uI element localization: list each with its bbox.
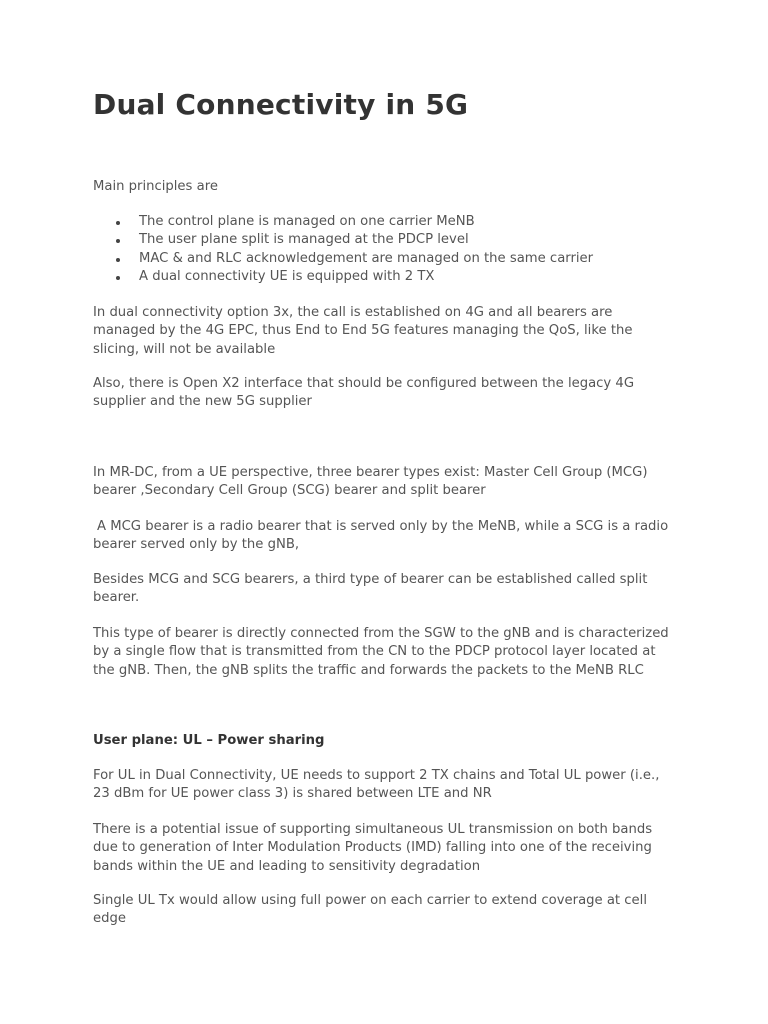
list-item <box>93 250 593 268</box>
bullet-icon <box>116 239 120 243</box>
list-item-text: The control plane is managed on one carrier MeNB <box>139 214 475 229</box>
intro-text: Main principles are <box>93 179 218 194</box>
paragraph: This type of bearer is directly connected from the SGW to the gNB and is characterized by a single flow that is transmitted from the CN to the PDCP protocol layer located at the gNB. Then, the gNB splits the traffic and forwards the packets to the MeNB RLC <box>93 626 669 678</box>
list-item-text: MAC & and RLC acknowledgement are managed on the same carrier <box>139 250 594 266</box>
list-item-text: The user plane split is managed at the PDCP level <box>139 232 469 248</box>
paragraph: A MCG bearer is a radio bearer that is served only by the MeNB, while a SCG is a radio bearer served only by the gNB, <box>93 519 669 553</box>
bullet-icon <box>116 258 120 262</box>
paragraph: Besides MCG and SCG bearers, a third type of bearer can be established called split bearer. <box>93 572 648 606</box>
list-item <box>93 268 593 286</box>
paragraph: Single UL Tx would allow using full power on each carrier to extend coverage at cell edge <box>93 893 647 927</box>
principles-list <box>93 213 593 286</box>
paragraph: In dual connectivity option 3x, the call is established on 4G and all bearers are managed by the 4G EPC, thus End to End 5G features managing the QoS, like the slicing, will not be available <box>93 305 633 357</box>
bullet-icon <box>116 276 120 280</box>
bullet-icon <box>116 221 120 225</box>
paragraph: There is a potential issue of supporting simultaneous UL transmission on both bands due to generation of Inter Modulation Products (IMD) falling into one of the receiving bands within the UE and leading to sensitivity degradation <box>93 822 653 874</box>
list-item <box>93 213 593 231</box>
list-item-text: A dual connectivity UE is equipped with 2 TX <box>139 268 435 284</box>
list-item <box>93 231 593 249</box>
paragraph: For UL in Dual Connectivity, UE needs to support 2 TX chains and Total UL power (i.e., 23 dBm for UE power class 3) is shared between LTE and NR <box>93 768 660 802</box>
paragraph: Also, there is Open X2 interface that should be configured between the legacy 4G supplier and the new 5G supplier <box>93 376 635 410</box>
page-title: Dual Connectivity in 5G <box>93 88 469 121</box>
paragraph: In MR-DC, from a UE perspective, three bearer types exist: Master Cell Group (MCG) bearer ,Secondary Cell Group (SCG) bearer and split bearer <box>93 465 648 499</box>
section-heading: User plane: UL – Power sharing <box>93 733 325 748</box>
